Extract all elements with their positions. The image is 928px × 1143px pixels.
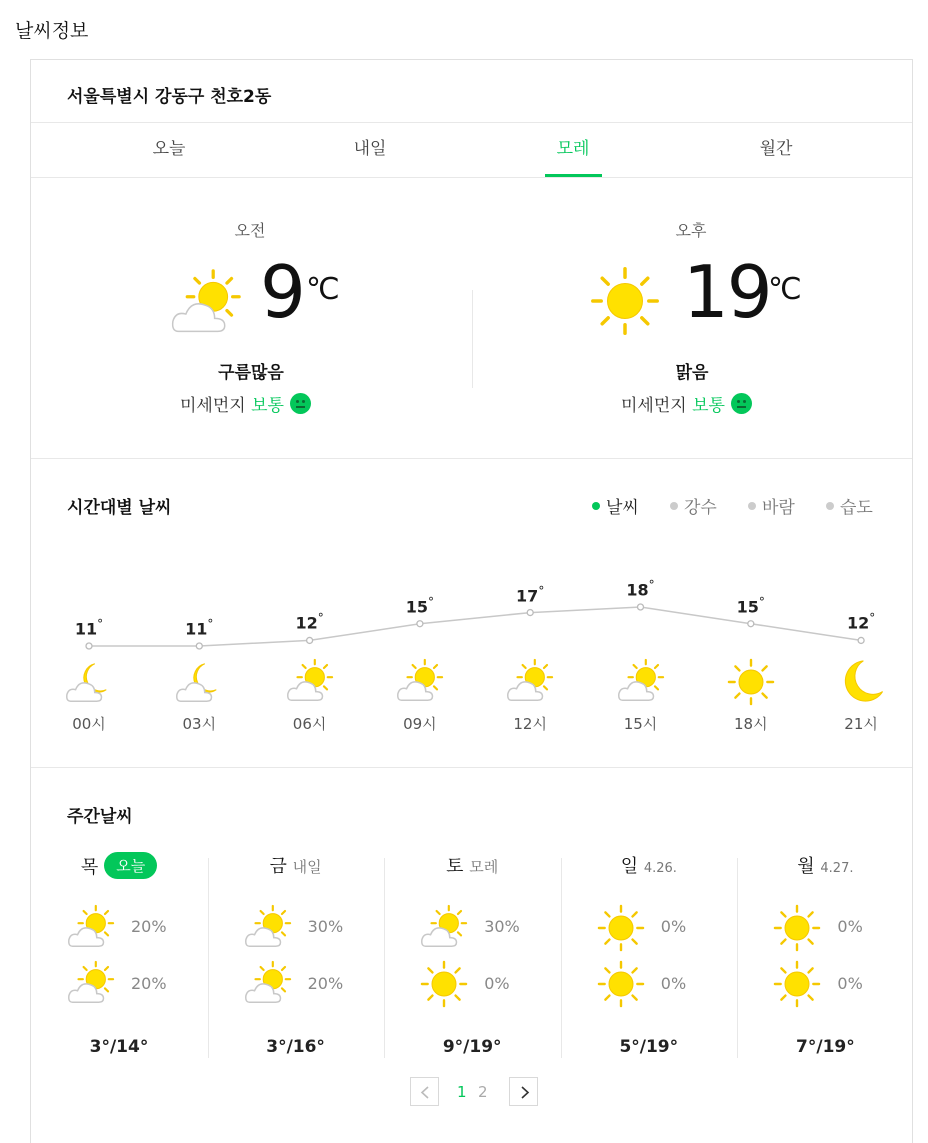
partly-cloudy-icon	[506, 658, 554, 710]
hour-label: 06시	[292, 715, 327, 733]
pm-rain-chance: 20%	[131, 974, 167, 993]
min-max-temperature: 3°/16°	[266, 1037, 325, 1057]
page-2[interactable]: 2	[478, 1083, 488, 1101]
day-name: 금	[269, 856, 287, 877]
hour-label: 15시	[623, 715, 658, 733]
tab-day-after-tomorrow[interactable]: 모레	[556, 139, 590, 159]
dust-label: 미세먼지	[621, 396, 687, 416]
hour-label: 09시	[403, 715, 437, 733]
active-tab-indicator	[545, 174, 602, 177]
day-sub-label: 모레	[469, 858, 499, 876]
hour-temperature: 12°	[295, 611, 324, 633]
partly-cloudy-icon	[420, 904, 468, 956]
temp-point	[307, 637, 313, 643]
dust-value: 보통	[251, 396, 284, 416]
weekly-weather	[31, 768, 912, 1143]
today-badge: 오늘	[104, 852, 157, 879]
am-rain-chance: 20%	[131, 917, 167, 936]
day-header	[737, 852, 913, 878]
dust-label: 미세먼지	[180, 396, 246, 416]
partly-cloudy-icon	[286, 658, 334, 710]
am-rain-chance: 0%	[660, 917, 687, 936]
partly-cloudy-icon	[67, 904, 115, 956]
day-name: 토	[446, 856, 464, 877]
day-forecast[interactable]	[384, 852, 560, 1057]
min-max-temperature: 5°/19°	[619, 1037, 679, 1057]
morning-temp-unit: ℃	[306, 272, 340, 307]
sun-icon	[597, 960, 645, 1012]
smiley-neutral-icon	[290, 393, 311, 414]
day-name: 목	[80, 857, 99, 878]
hour-temperature: 12°	[846, 611, 876, 633]
day-sub-label: 내일	[292, 858, 322, 876]
hourly-title: 시간대별 날씨	[67, 498, 172, 518]
chevron-left-icon	[411, 1078, 440, 1107]
tab-tomorrow[interactable]: 내일	[353, 139, 387, 159]
day-sub-label: 4.26.	[643, 861, 677, 876]
am-rain-chance: 30%	[484, 917, 520, 936]
hour-label: 21시	[844, 715, 878, 733]
prev-page-button[interactable]	[410, 1077, 439, 1106]
day-header	[561, 852, 737, 878]
next-page-button[interactable]	[509, 1077, 538, 1106]
afternoon-condition: 맑음	[675, 363, 709, 383]
morning-temperature: 9	[260, 250, 304, 334]
sun-icon	[590, 266, 660, 340]
morning-condition: 구름많음	[218, 363, 284, 383]
day-forecast[interactable]	[31, 852, 207, 1057]
divider	[472, 290, 473, 388]
hour-label: 12시	[513, 715, 547, 733]
smiley-neutral-icon	[731, 393, 752, 414]
partly-cloudy-icon	[244, 904, 292, 956]
temp-point	[748, 621, 754, 627]
min-max-temperature: 7°/19°	[796, 1037, 855, 1057]
temp-point	[527, 610, 533, 616]
day-forecast[interactable]	[208, 852, 384, 1057]
am-rain-chance: 0%	[837, 917, 863, 936]
day-header	[384, 852, 560, 878]
dust-value: 보통	[692, 396, 725, 416]
am-rain-chance: 30%	[307, 917, 344, 936]
page-title: 날씨정보	[15, 20, 89, 42]
partly-cloudy-icon	[244, 960, 292, 1012]
page-1[interactable]: 1	[457, 1083, 467, 1101]
day-name: 일	[620, 856, 639, 877]
temp-point	[417, 621, 423, 627]
chevron-right-icon	[510, 1078, 539, 1107]
partly-cloudy-icon	[617, 658, 665, 710]
hour-temperature: 15°	[736, 594, 765, 617]
day-header	[208, 852, 384, 878]
hourly-weather	[31, 459, 912, 768]
moon-cloud-icon	[175, 658, 223, 710]
day-name: 월	[797, 856, 815, 877]
day-forecast[interactable]	[561, 852, 737, 1057]
pm-rain-chance: 0%	[660, 974, 687, 993]
pm-rain-chance: 0%	[484, 974, 510, 993]
temp-point	[196, 643, 202, 649]
sun-icon	[727, 658, 775, 710]
hour-temperature: 17°	[516, 583, 545, 605]
day-forecast[interactable]	[737, 852, 913, 1057]
am-pm-summary	[31, 178, 912, 459]
moon-cloud-icon	[65, 658, 113, 710]
hour-temperature: 11°	[185, 617, 214, 639]
sun-icon	[597, 904, 645, 956]
hour-label: 00시	[72, 715, 106, 733]
min-max-temperature: 9°/19°	[442, 1037, 502, 1057]
partly-cloudy-icon	[170, 268, 242, 344]
temp-point	[86, 643, 92, 649]
morning-dust	[180, 391, 311, 416]
hour-temperature: 11°	[74, 617, 104, 639]
sun-icon	[420, 960, 468, 1012]
tab-monthly[interactable]: 월간	[759, 139, 793, 159]
temperature-line-chart	[31, 459, 912, 768]
temp-point	[638, 604, 644, 610]
legend-humidity[interactable]: 습도	[826, 493, 873, 518]
partly-cloudy-icon	[396, 658, 444, 710]
morning-label: 오전	[234, 221, 266, 240]
legend-precipitation[interactable]: 강수	[670, 493, 717, 518]
weekly-title: 주간날씨	[67, 807, 133, 827]
hour-label: 18시	[734, 715, 768, 733]
afternoon-temperature: 19	[683, 250, 771, 334]
sun-icon	[773, 904, 821, 956]
hour-temperature: 18°	[626, 578, 655, 600]
afternoon-dust	[621, 391, 752, 416]
sun-icon	[773, 960, 821, 1012]
tab-today[interactable]: 오늘	[152, 139, 186, 159]
afternoon-temp-unit: ℃	[768, 272, 802, 307]
day-header	[31, 852, 207, 879]
day-tabs	[31, 122, 912, 178]
pm-rain-chance: 0%	[837, 974, 863, 993]
partly-cloudy-icon	[67, 960, 115, 1012]
temp-point	[858, 637, 864, 643]
min-max-temperature: 3°/14°	[89, 1037, 149, 1057]
location-label: 서울특별시 강동구 천호2동	[67, 87, 272, 107]
weather-card	[30, 59, 913, 1143]
afternoon-label: 오후	[675, 221, 707, 240]
pm-rain-chance: 20%	[307, 974, 344, 993]
moon-icon	[837, 658, 885, 710]
hour-label: 03시	[182, 715, 217, 733]
day-sub-label: 4.27.	[820, 861, 854, 876]
hour-temperature: 15°	[405, 594, 435, 617]
legend-weather[interactable]: 날씨	[592, 493, 639, 518]
legend-wind[interactable]: 바람	[748, 493, 795, 518]
